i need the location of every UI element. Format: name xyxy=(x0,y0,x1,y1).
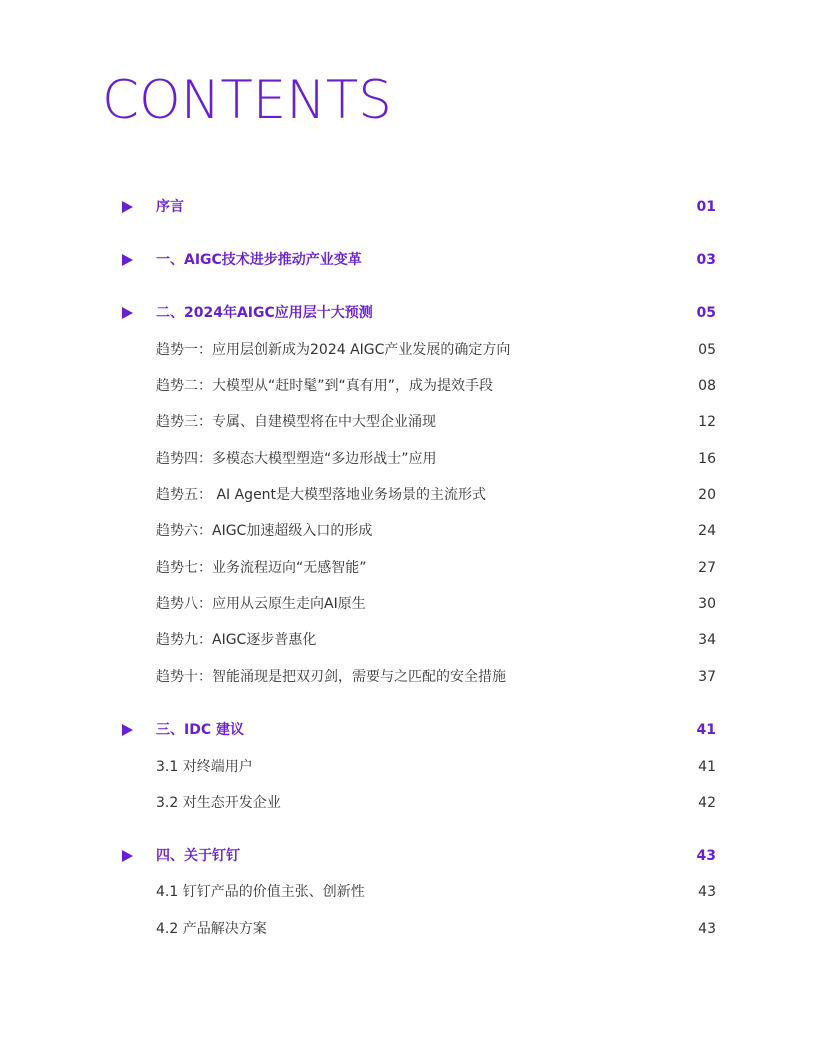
toc-entry-label: 趋势十：智能涌现是把双刃剑，需要与之匹配的安全措施 xyxy=(156,669,506,685)
toc-entry[interactable] xyxy=(0,555,818,581)
toc-section-label: 二、2024年AIGC应用层十大预测 xyxy=(156,305,373,321)
toc-section-label: 一、AIGC技术进步推动产业变革 xyxy=(156,252,362,268)
toc-section-label: 三、IDC 建议 xyxy=(156,722,244,738)
toc-entry-page: 24 xyxy=(698,523,716,539)
toc-entry-page: 27 xyxy=(698,560,716,576)
toc-section-page: 41 xyxy=(696,722,716,738)
toc-entry[interactable] xyxy=(0,916,818,942)
play-triangle-icon xyxy=(122,307,133,319)
toc-entry-label: 趋势四：多模态大模型塑造“多边形战士”应用 xyxy=(156,451,437,467)
toc-entry-page: 05 xyxy=(698,342,716,358)
play-triangle-icon xyxy=(122,724,133,736)
toc-entry[interactable] xyxy=(0,518,818,544)
toc-entry[interactable] xyxy=(0,879,818,905)
toc-section-3[interactable] xyxy=(0,717,818,743)
toc-entry-label: 4.1 钉钉产品的价值主张、创新性 xyxy=(156,884,365,900)
toc-section-preface[interactable] xyxy=(0,194,818,220)
toc-section-page: 43 xyxy=(696,848,716,864)
toc-entry-page: 16 xyxy=(698,451,716,467)
toc-section-label: 四、关于钉钉 xyxy=(156,848,240,864)
toc-section-label: 序言 xyxy=(156,199,184,215)
toc-entry[interactable] xyxy=(0,790,818,816)
toc-entry-label: 趋势五： AI Agent是大模型落地业务场景的主流形式 xyxy=(156,487,487,503)
toc-entry-page: 12 xyxy=(698,414,716,430)
toc-section-page: 01 xyxy=(696,199,716,215)
toc-entry-label: 3.2 对生态开发企业 xyxy=(156,795,281,811)
toc-entry[interactable] xyxy=(0,664,818,690)
toc-entry-label: 3.1 对终端用户 xyxy=(156,759,253,775)
toc-entry[interactable] xyxy=(0,373,818,399)
toc-entry-page: 08 xyxy=(698,378,716,394)
toc-entry[interactable] xyxy=(0,591,818,617)
toc-entry-label: 4.2 产品解决方案 xyxy=(156,921,267,937)
toc-entry-label: 趋势七：业务流程迈向“无感智能” xyxy=(156,560,367,576)
toc-entry[interactable] xyxy=(0,446,818,472)
toc-entry[interactable] xyxy=(0,754,818,780)
toc-entry-page: 20 xyxy=(698,487,716,503)
toc-entry[interactable] xyxy=(0,337,818,363)
toc-entry-page: 30 xyxy=(698,596,716,612)
toc-section-page: 05 xyxy=(696,305,716,321)
toc-entry[interactable] xyxy=(0,627,818,653)
toc-entry-label: 趋势三：专属、自建模型将在中大型企业涌现 xyxy=(156,414,436,430)
toc-entry-page: 42 xyxy=(698,795,716,811)
toc-section-1[interactable] xyxy=(0,247,818,273)
toc-entry-page: 37 xyxy=(698,669,716,685)
toc-entry-label: 趋势二：大模型从“赶时髦”到“真有用”，成为提效手段 xyxy=(156,378,494,394)
toc-entry-page: 34 xyxy=(698,632,716,648)
play-triangle-icon xyxy=(122,850,133,862)
toc-section-4[interactable] xyxy=(0,843,818,869)
page-title: CONTENTS xyxy=(102,70,392,131)
play-triangle-icon xyxy=(122,201,133,213)
toc-entry[interactable] xyxy=(0,409,818,435)
toc-entry[interactable] xyxy=(0,482,818,508)
toc-entry-page: 43 xyxy=(698,921,716,937)
toc-entry-label: 趋势六：AIGC加速超级入口的形成 xyxy=(156,523,373,539)
toc-entry-page: 41 xyxy=(698,759,716,775)
toc-section-page: 03 xyxy=(696,252,716,268)
toc-entry-label: 趋势八：应用从云原生走向AI原生 xyxy=(156,596,366,612)
play-triangle-icon xyxy=(122,254,133,266)
toc-entry-label: 趋势九：AIGC逐步普惠化 xyxy=(156,632,317,648)
toc-entry-label: 趋势一：应用层创新成为2024 AIGC产业发展的确定方向 xyxy=(156,342,511,358)
toc-section-2[interactable] xyxy=(0,300,818,326)
toc-entry-page: 43 xyxy=(698,884,716,900)
